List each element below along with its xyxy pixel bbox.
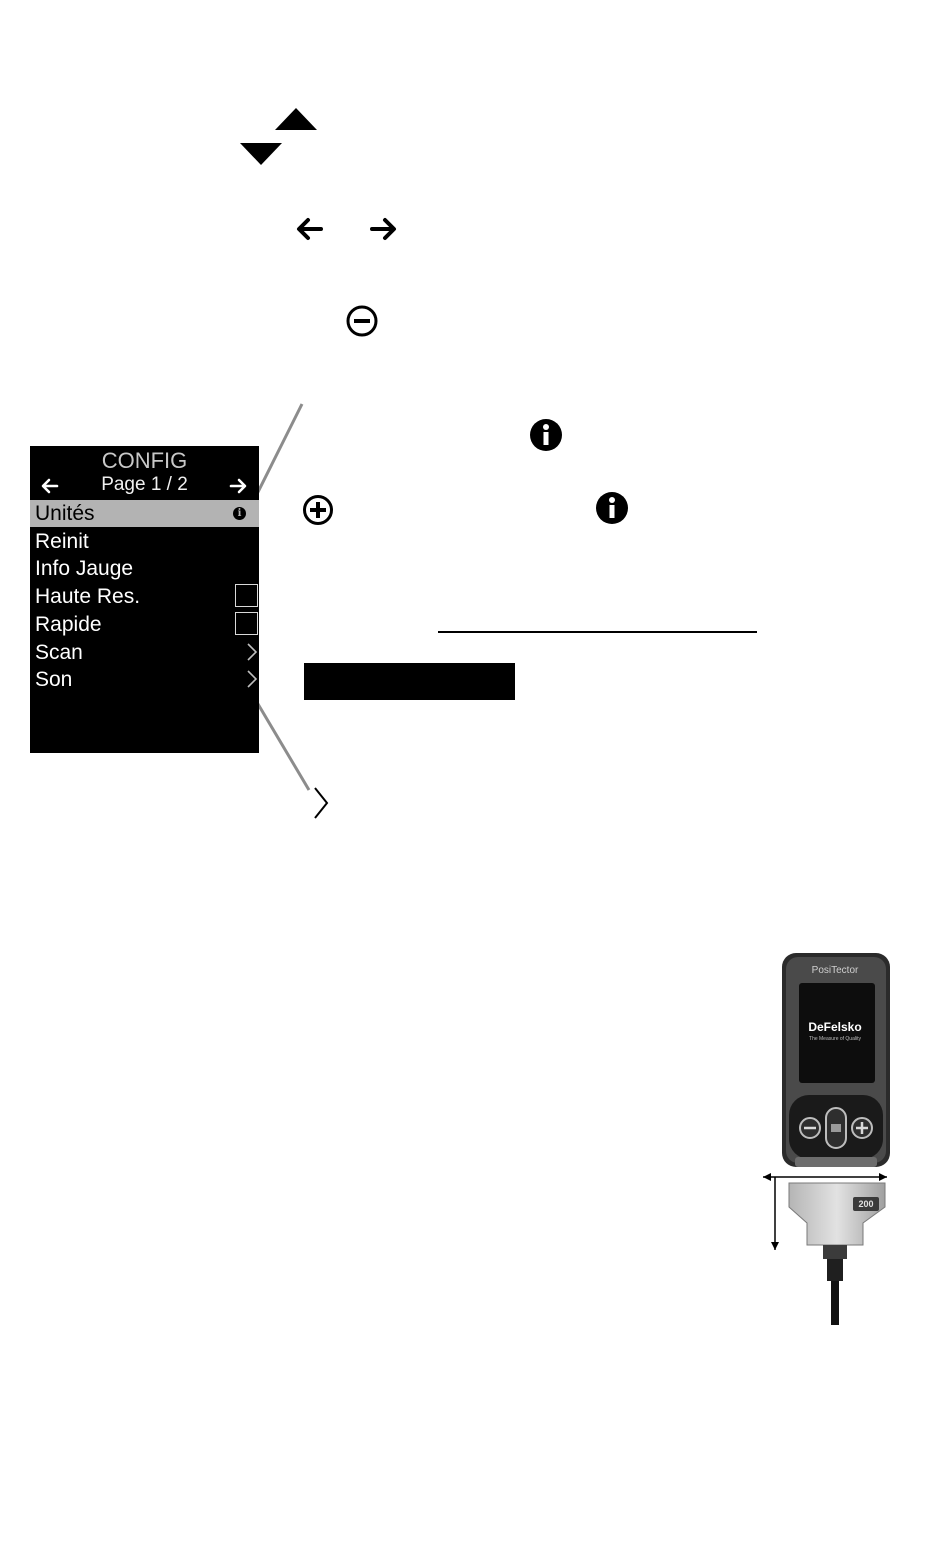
chevron-right-icon xyxy=(312,786,330,820)
redacted-bar xyxy=(304,663,515,700)
arrow-right-icon[interactable] xyxy=(228,476,248,496)
menu-item-label: Reinit xyxy=(35,530,89,553)
menu-item-label: Rapide xyxy=(35,613,102,636)
menu-item-label: Scan xyxy=(35,641,83,664)
menu-item-info-jauge[interactable] xyxy=(30,555,259,582)
info-icon xyxy=(529,418,563,452)
device-illustration xyxy=(755,945,905,1325)
device-brand: PosiTector xyxy=(811,965,859,976)
probe-badge: 200 xyxy=(858,1199,874,1209)
info-icon: i xyxy=(233,507,246,520)
circle-plus-icon xyxy=(302,494,334,526)
menu-item-label: Son xyxy=(35,668,73,691)
menu-item-reinit[interactable] xyxy=(30,528,259,555)
haute-res-checkbox[interactable] xyxy=(235,584,258,607)
page-row xyxy=(30,474,259,498)
page-indicator: Page 1 / 2 xyxy=(101,474,188,495)
config-screen xyxy=(30,446,259,753)
menu-item-unites[interactable] xyxy=(30,500,259,527)
screen-title: CONFIG xyxy=(101,448,188,473)
underline-rule xyxy=(438,631,757,633)
info-icon xyxy=(595,491,629,525)
rapide-checkbox[interactable] xyxy=(235,612,258,635)
chevron-right-icon xyxy=(247,670,257,688)
chevron-right-icon xyxy=(247,643,257,661)
device-logo: DeFelsko xyxy=(808,1020,862,1034)
menu-item-haute-res[interactable] xyxy=(30,583,259,610)
menu-item-label: Info Jauge xyxy=(35,557,134,580)
menu-item-son[interactable] xyxy=(30,666,259,693)
device-tagline: The Measure of Quality xyxy=(809,1036,861,1042)
menu-item-label: Haute Res. xyxy=(35,585,141,608)
menu-item-rapide[interactable] xyxy=(30,611,259,638)
menu-item-scan[interactable] xyxy=(30,639,259,666)
menu-item-label: Unités xyxy=(35,502,95,525)
